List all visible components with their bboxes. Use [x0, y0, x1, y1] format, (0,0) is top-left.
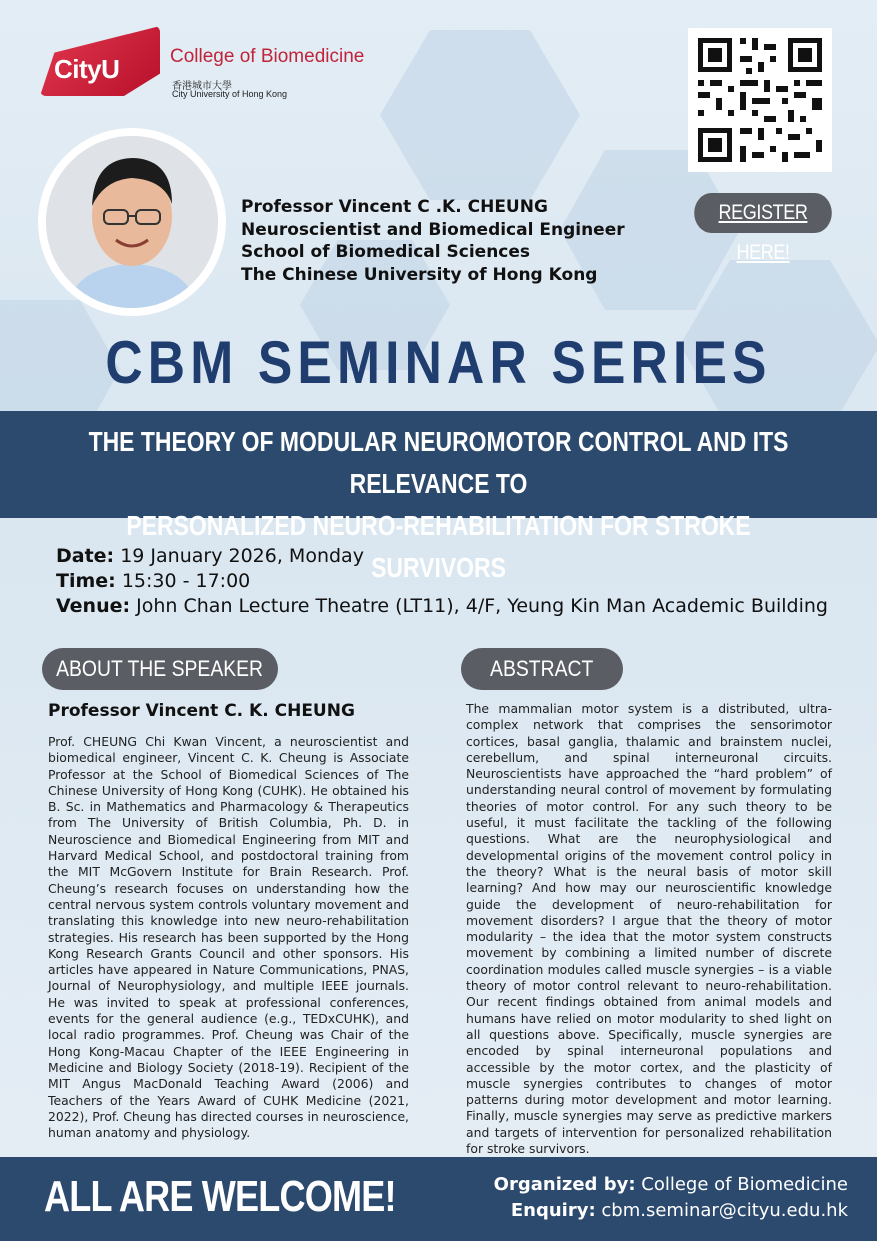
speaker-card-role: Neuroscientist and Biomedical Engineer: [241, 219, 625, 240]
speaker-card-name: Professor Vincent C .K. CHEUNG: [241, 197, 548, 217]
venue-value: John Chan Lecture Theatre (LT11), 4/F, Yeung Kin Man Academic Building: [136, 595, 828, 617]
speaker-portrait: [46, 136, 218, 308]
bg-hexagon: [380, 30, 580, 200]
abstract-heading: [461, 648, 623, 690]
speaker-card: [241, 196, 625, 286]
date-row: [56, 544, 828, 569]
speaker-bio: Prof. CHEUNG Chi Kwan Vincent, a neuroscientist and biomedical engineer, Vincent C. K. Cheung is Associate Professor at the School of Biomedical Sciences of The Chinese University of Hong Kong (CUHK). He obtained his B. Sc. in Mathematics and Pharmacology & Therapeutics from The University of British Columbia, Ph. D. in Neuroscience and Biomedical Engineering from MIT and Harvard Medical School, and postdoctoral training from the MIT McGovern Institute for Brain Research. Prof. Cheung’s research focuses on understanding how the central nervous system controls voluntary movement and translating this knowledge into new neuro-rehabilitation strategies. His research has been supported by the Hong Kong Research Grants Council and other sponsors. His articles have appeared in Nature Communications, PNAS, Journal of Neurophysiology, and multiple IEEE journals. He was invited to speak at professional conferences, events for the general audience (e.g., TEDxCUHK), and local radio programmes. Prof. Cheung was Chair of the Hong Kong-Macau Chapter of the IEEE Engineering in Medicine and Biology Society (2018-19). Recipient of the MIT Angus MacDonald Teaching Award (2006) and Teachers of the Years Award of CUHK Medicine (2021, 2022), Prof. Cheung has directed courses in neuroscience, human anatomy and physiology.: [48, 734, 409, 1141]
qr-code-icon: [688, 28, 832, 172]
venue-row: [56, 594, 828, 619]
enquiry-row: [494, 1198, 848, 1224]
venue-label: Venue:: [56, 595, 131, 617]
organized-value: College of Biomedicine: [641, 1174, 848, 1195]
abstract-text: The mammalian motor system is a distributed, ultra-complex network that comprises the sensorimotor cortices, basal ganglia, thalamic and brainstem nuclei, cerebellum, and spinal interneuronal circuits. Neuroscientists have approached the “hard problem” of understanding neural control of movement by formulating theories of motor control. For any such theory to be useful, it must facilitate the tackling of the following questions. What are the neurophysiological and developmental origins of the movement control policy in the theory? What is the neural basis of motor skill learning? And how may our neuroscientific knowledge guide the development of neuro-rehabilitation for movement disorders? I argue that the theory of motor modularity – the idea that the motor system constructs movement by combining a limited number of discrete coordination modules called muscle synergies – is a viable theory of motor control relevant to neuro-rehabilitation. Our recent findings obtained from animal models and humans have relied on motor modularity to shed light on all questions above. Specifically, muscle synergies are encoded by spinal interneuronal populations and accessible by the motor cortex, and the plasticity of muscle synergies contributes to changes of motor patterns during motor development and motor learning. Finally, muscle synergies may serve as predictive markers and targets of intervention for personalized rehabilitation for stroke survivors.: [466, 701, 832, 1157]
organized-label: Organized by:: [493, 1174, 636, 1195]
speaker-photo: [38, 128, 226, 316]
about-speaker-heading: [42, 648, 278, 690]
talk-title-line2: PERSONALIZED NEURO-REHABILITATION FOR STROKE SURVIVORS: [126, 510, 751, 583]
logo-text: CityU: [54, 54, 120, 84]
series-title: CBM SEMINAR SERIES: [105, 329, 772, 396]
enquiry-email[interactable]: cbm.seminar@cityu.edu.hk: [601, 1200, 848, 1221]
enquiry-label: Enquiry:: [510, 1200, 596, 1221]
event-details: [56, 544, 828, 619]
talk-title-line1: THE THEORY OF MODULAR NEUROMOTOR CONTROL AND ITS RELEVANCE TO: [88, 426, 789, 499]
time-label: Time:: [56, 570, 116, 592]
time-row: [56, 569, 828, 594]
date-value: 19 January 2026, Monday: [120, 545, 364, 567]
speaker-name: Professor Vincent C. K. CHEUNG: [48, 701, 355, 721]
organizer-info: [494, 1172, 848, 1224]
date-label: Date:: [56, 545, 115, 567]
abstract-heading-text: ABSTRACT: [490, 656, 594, 681]
speaker-card-school: School of Biomedical Sciences: [241, 242, 531, 262]
registration-qr-code[interactable]: [688, 28, 832, 172]
about-speaker-heading-text: ABOUT THE SPEAKER: [56, 656, 264, 681]
person-icon: [46, 136, 218, 308]
university-name-en: City University of Hong Kong: [172, 89, 288, 99]
organized-row: [494, 1172, 848, 1198]
welcome-text: ALL ARE WELCOME!: [44, 1172, 396, 1221]
college-name: College of Biomedicine: [170, 46, 365, 67]
time-value: 15:30 - 17:00: [121, 570, 251, 592]
university-name-cn: 香港城市大學: [172, 81, 232, 92]
speaker-card-university: The Chinese University of Hong Kong: [241, 264, 598, 285]
register-button[interactable]: REGISTER HERE!: [694, 193, 832, 233]
